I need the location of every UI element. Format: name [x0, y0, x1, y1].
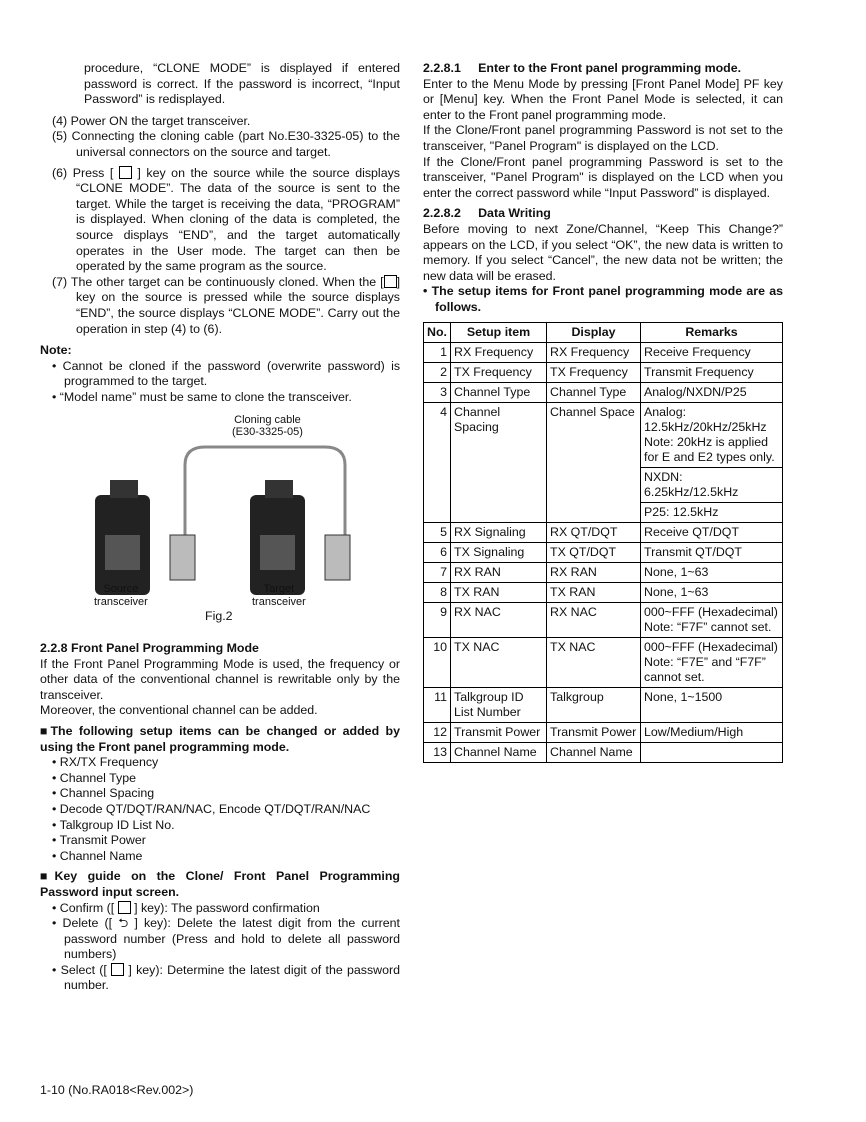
step-number: (4)	[52, 113, 68, 128]
table-row	[424, 637, 783, 687]
key-text: Confirm ([	[59, 900, 115, 915]
key-item: • Select ([ ] key): Determine the latest digit of the password number.	[52, 962, 401, 993]
cell-item: Talkgroup ID List Number	[451, 687, 547, 722]
table-row	[424, 542, 783, 562]
cell-display: RX Frequency	[547, 342, 641, 362]
cell-display: RX RAN	[547, 562, 641, 582]
page-footer: 1-10 (No.RA018<Rev.002>)	[40, 1083, 194, 1097]
table-row	[424, 402, 783, 467]
cell-display: Talkgroup	[547, 687, 641, 722]
cell-display: RX QT/DQT	[547, 522, 641, 542]
cell-remarks: None, 1~63	[641, 562, 783, 582]
note-title: Note:	[40, 343, 72, 358]
cell-item: RX Frequency	[451, 342, 547, 362]
list-item: • Transmit Power	[52, 833, 146, 848]
step-number: (7)	[52, 274, 68, 289]
cell-display: RX NAC	[547, 602, 641, 637]
right-column	[423, 61, 783, 763]
key-text: ] key): Delete the latest digit from the current password number (Press and hold to delete all password numbers)	[64, 916, 400, 962]
key-item: • Delete ([ ⮌ ] key): Delete the latest digit from the current password number (Press and hold to delete all password numbers)	[52, 916, 400, 962]
cell-no: 10	[424, 637, 451, 687]
cell-item: RX RAN	[451, 562, 547, 582]
steps-list	[52, 114, 400, 337]
cable-part-number: (E30-3325-05)	[232, 426, 303, 438]
cell-remarks: Low/Medium/High	[641, 722, 783, 742]
bullet: • The setup items for Front panel programming mode are as follows.	[423, 284, 783, 314]
paragraph: If the Clone/Front panel programming Password is set to the transceiver, "Panel Program" is displayed on the LCD when you enter the correct password while “Input Password” is displayed.	[423, 154, 783, 200]
cell-remarks: Analog/NXDN/P25	[641, 382, 783, 402]
cell-no: 7	[424, 562, 451, 582]
list-item-text: Channel Name	[59, 848, 143, 863]
cell-remarks: None, 1~1500	[641, 687, 783, 722]
cell-no: 11	[424, 687, 451, 722]
target-label-text: Target	[263, 583, 295, 595]
bullet-text: The setup items for Front panel programming mode are as follows.	[431, 284, 783, 314]
table-row	[424, 562, 783, 582]
note-text: Cannot be cloned if the password (overwrite password) is programmed to the target.	[62, 358, 401, 389]
step-text: Press [	[72, 165, 114, 180]
cell-no: 12	[424, 722, 451, 742]
header-remarks: Remarks	[641, 322, 783, 342]
step-text: ] key on the source is pressed while the source displays “END”, the source displays “CLONE MODE”. Carry out the operation in step (4) to (6).	[76, 274, 401, 336]
menu-key-icon	[111, 963, 124, 976]
cell-display: Transmit Power	[547, 722, 641, 742]
items-heading: ■The following setup items can be changed or added by using the Front panel programming mode.	[40, 723, 400, 754]
list-item: • Channel Name	[52, 848, 143, 863]
source-label-text: Source	[103, 583, 139, 595]
cell-display: TX Frequency	[547, 362, 641, 382]
list-item: • Talkgroup ID List No.	[52, 817, 175, 832]
cell-item: Channel Name	[451, 742, 547, 762]
source-label-text: transceiver	[94, 596, 148, 608]
cell-remarks: Receive QT/DQT	[641, 522, 783, 542]
cell-remarks	[641, 742, 783, 762]
table-row	[424, 722, 783, 742]
list-item: • RX/TX Frequency	[52, 755, 159, 770]
paragraph: Moreover, the conventional channel can be added.	[40, 703, 318, 718]
cell-remarks: 000~FFF (Hexadecimal) Note: “F7E” and “F7F” cannot set.	[641, 637, 783, 687]
table-row	[424, 382, 783, 402]
paragraph: If the Front Panel Programming Mode is used, the frequency or other data of the conventional channel is rewritable only by the transceiver.	[40, 656, 400, 702]
note-text: “Model name” must be same to clone the transceiver.	[59, 389, 352, 404]
key-text: Delete ([	[62, 916, 113, 931]
setup-items-table	[423, 322, 783, 763]
list-item-text: Talkgroup ID List No.	[59, 817, 175, 832]
table-row	[424, 742, 783, 762]
note-item: • “Model name” must be same to clone the transceiver.	[52, 389, 352, 404]
figure-caption: Fig.2	[205, 609, 233, 623]
cell-no: 6	[424, 542, 451, 562]
table-row	[424, 582, 783, 602]
step-number: (5)	[52, 129, 68, 144]
cell-remarks: Analog: 12.5kHz/20kHz/25kHz Note: 20kHz is applied for E and E2 types only.	[641, 402, 783, 467]
cell-item: Transmit Power	[451, 722, 547, 742]
note-item: • Cannot be cloned if the password (overwrite password) is programmed to the target.	[52, 358, 401, 389]
section-2-2-8	[40, 641, 400, 994]
paragraph: procedure, “CLONE MODE” is displayed if entered password is correct. If the password is incorrect, “Input Password” is redisplayed.	[84, 61, 400, 107]
cell-no: 5	[424, 522, 451, 542]
table-row	[424, 687, 783, 722]
cell-no: 3	[424, 382, 451, 402]
list-item-text: Channel Type	[59, 770, 137, 785]
target-label	[252, 583, 306, 609]
key-text: ] key): The password confirmation	[134, 900, 320, 915]
paragraph: Before moving to next Zone/Channel, “Keep This Change?” appears on the LCD, if you select “OK”, the new data is written to memory. If you select “Cancel”, the new data not be written; the new data will be erased.	[423, 221, 783, 283]
target-label-text: transceiver	[252, 596, 306, 608]
cable-label	[232, 414, 303, 438]
items-list	[40, 755, 400, 864]
list-item-text: Decode QT/DQT/RAN/NAC, Encode QT/DQT/RAN/NAC	[59, 801, 371, 816]
cell-item: RX NAC	[451, 602, 547, 637]
cell-no: 8	[424, 582, 451, 602]
cell-remarks: P25: 12.5kHz	[641, 502, 783, 522]
subsection-title: 2.2.8.1 Enter to the Front panel programming mode.	[423, 61, 742, 75]
header-display: Display	[547, 322, 641, 342]
cell-remarks: Transmit QT/DQT	[641, 542, 783, 562]
key-item: • Confirm ([ ] key): The password confirmation	[52, 900, 320, 915]
step-number: (6)	[52, 165, 68, 180]
cell-display: TX QT/DQT	[547, 542, 641, 562]
cell-no: 1	[424, 342, 451, 362]
cell-no: 2	[424, 362, 451, 382]
cell-remarks: Transmit Frequency	[641, 362, 783, 382]
cable-label-text: Cloning cable	[234, 414, 301, 426]
list-item-text: Transmit Power	[59, 833, 146, 848]
section-title: 2.2.8 Front Panel Programming Mode	[40, 641, 259, 655]
cell-item: Channel Spacing	[451, 402, 547, 522]
cell-remarks: Receive Frequency	[641, 342, 783, 362]
cell-display: Channel Space	[547, 402, 641, 522]
paragraph: Enter to the Menu Mode by pressing [Front Panel Mode] PF key or [Menu] key. When the Front Panel Mode is selected, it can enter to the Front panel programming mode.	[423, 76, 783, 122]
left-column	[40, 61, 401, 405]
target-radio-icon	[250, 480, 350, 595]
source-radio-icon	[95, 480, 195, 595]
header-setup-item: Setup item	[451, 322, 547, 342]
key-heading: ■Key guide on the Clone/ Front Panel Programming Password input screen.	[40, 869, 400, 899]
subsection-title: 2.2.8.2 Data Writing	[423, 206, 551, 221]
table-row	[424, 342, 783, 362]
key-text: Select ([	[60, 962, 107, 977]
step-text: Power ON the target transceiver.	[70, 113, 251, 128]
cell-remarks: 000~FFF (Hexadecimal) Note: “F7F” cannot set.	[641, 602, 783, 637]
cell-display: TX RAN	[547, 582, 641, 602]
cell-no: 4	[424, 402, 451, 522]
cell-display: Channel Name	[547, 742, 641, 762]
list-item: • Channel Spacing	[52, 786, 155, 801]
list-item-text: Channel Spacing	[59, 786, 155, 801]
menu-key-icon	[118, 901, 131, 914]
table-header	[424, 322, 783, 342]
list-item: • Channel Type	[52, 770, 137, 785]
menu-key-icon	[384, 275, 397, 288]
table-row	[424, 522, 783, 542]
cell-item: RX Signaling	[451, 522, 547, 542]
paragraph: If the Clone/Front panel programming Password is not set to the transceiver, "Panel Program" is displayed on the LCD.	[423, 123, 783, 153]
cell-no: 13	[424, 742, 451, 762]
cell-item: TX Frequency	[451, 362, 547, 382]
cell-remarks: None, 1~63	[641, 582, 783, 602]
cell-item: TX Signaling	[451, 542, 547, 562]
cell-item: TX RAN	[451, 582, 547, 602]
table-row	[424, 362, 783, 382]
list-item-text: RX/TX Frequency	[59, 755, 159, 770]
cell-display: TX NAC	[547, 637, 641, 687]
cell-remarks: NXDN: 6.25kHz/12.5kHz	[641, 467, 783, 502]
cloning-figure	[60, 405, 400, 630]
cell-item: Channel Type	[451, 382, 547, 402]
step-text: ] key on the source while the source displays “CLONE MODE”. The data of the source is sent to the target. While the target is receiving the data, “PROGRAM” is displayed. When cloning of the data is completed, the source displays “END”, and the target automatically operates in the User mode. The target can then be operated by the same program as the source.	[76, 165, 400, 274]
cell-display: Channel Type	[547, 382, 641, 402]
source-label	[94, 583, 148, 609]
step-text: Connecting the cloning cable (part No.E30-3325-05) to the universal connectors on the source and target.	[71, 129, 400, 159]
cell-no: 9	[424, 602, 451, 637]
table-row	[424, 602, 783, 637]
list-item: • Decode QT/DQT/RAN/NAC, Encode QT/DQT/RAN/NAC	[52, 801, 371, 816]
step-text: The other target can be continuously cloned. When the [	[70, 274, 384, 289]
cell-item: TX NAC	[451, 637, 547, 687]
key-text: ] key): Determine the latest digit of the password number.	[64, 962, 401, 993]
back-key-icon: ⮌	[118, 916, 129, 931]
header-no: No.	[424, 322, 451, 342]
menu-key-icon	[119, 166, 132, 179]
